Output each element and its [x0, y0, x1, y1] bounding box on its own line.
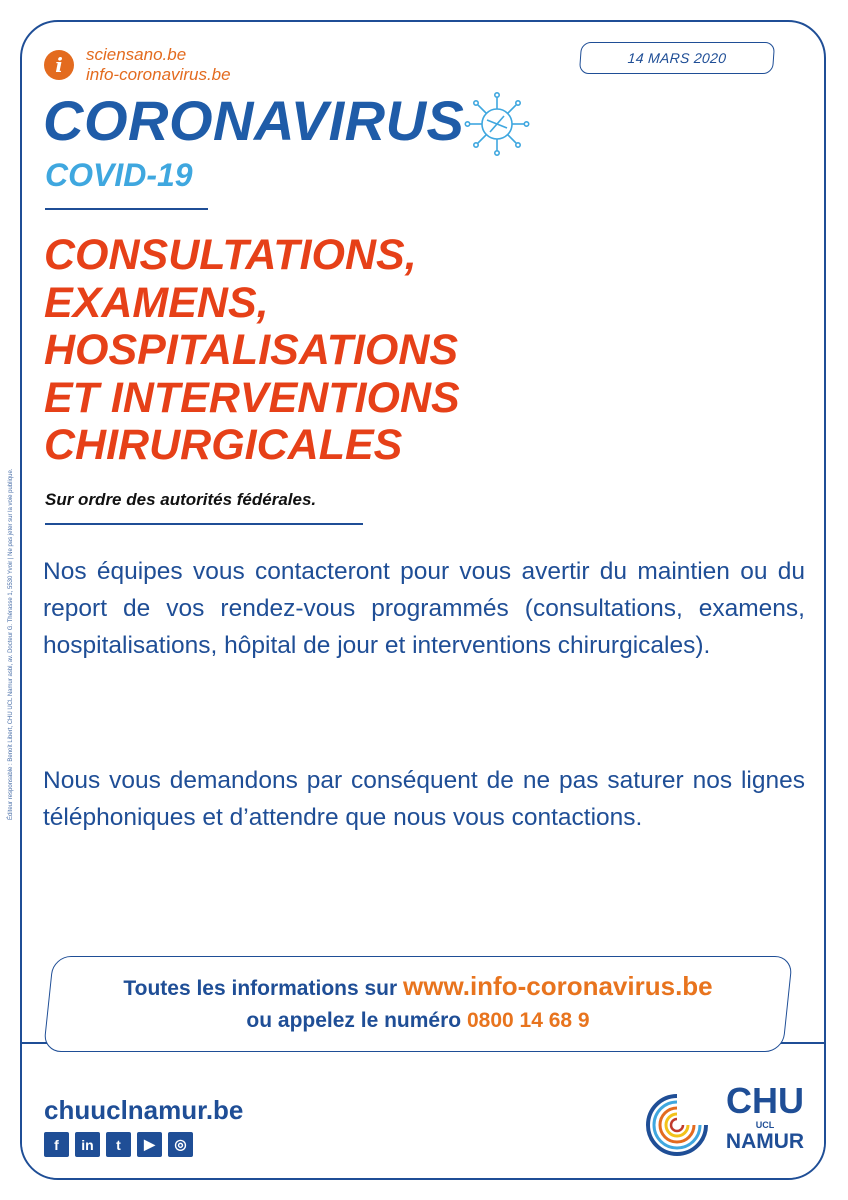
headline-line: ET INTERVENTIONS	[44, 373, 460, 422]
logo-chu: CHU	[726, 1080, 804, 1121]
facebook-icon[interactable]: f	[44, 1132, 69, 1157]
publisher-note: Éditeur responsable : Benoît Libert, CHU UCL Namur asbl, av. Docteur G. Thérasse 1, 5530 Yvoir | Ne pas jeter sur la voie publique.	[8, 468, 14, 820]
info-icon: i	[44, 50, 74, 80]
link-sciensano[interactable]: sciensano.be	[86, 45, 187, 64]
divider	[45, 523, 363, 525]
link-info-coronavirus[interactable]: info-coronavirus.be	[86, 65, 231, 84]
divider	[45, 208, 208, 210]
headline	[44, 232, 460, 470]
phone-number[interactable]: 0800 14 68 9	[466, 1009, 590, 1032]
headline-line: EXAMENS,	[44, 278, 269, 327]
header-links	[86, 45, 231, 85]
chu-logo-text	[722, 1082, 808, 1154]
date-badge	[579, 42, 775, 74]
info-website-link[interactable]: www.info-coronavirus.be	[403, 971, 713, 1001]
title-covid: COVID-19	[45, 157, 193, 193]
social-icons	[44, 1132, 193, 1157]
twitter-icon[interactable]: t	[106, 1132, 131, 1157]
virus-icon	[462, 92, 532, 156]
logo-ucl: UCL	[755, 1120, 775, 1130]
date-text: 14 MARS 2020	[627, 50, 727, 66]
phone-prefix: ou appelez le numéro	[246, 1009, 462, 1032]
chu-logo-mark-icon	[640, 1088, 714, 1162]
body-paragraph-1: Nos équipes vous contacteront pour vous avertir du maintien ou du report de vos rendez-vous programmés (consultations, examens, hospitalisations, hôpital de jour et interventions chirurgicales).	[43, 558, 805, 659]
info-prefix: Toutes les informations sur	[123, 977, 398, 1000]
headline-line: CONSULTATIONS,	[44, 231, 417, 279]
footer-website[interactable]: chuuclnamur.be	[44, 1095, 244, 1125]
title-coronavirus: CORONAVIRUS	[43, 89, 465, 152]
linkedin-icon[interactable]: in	[75, 1132, 100, 1157]
logo-namur: NAMUR	[725, 1130, 805, 1153]
body-paragraph-2: Nous vous demandons par conséquent de ne pas saturer nos lignes téléphoniques et d’attendre que nous vous contactions.	[43, 767, 805, 831]
headline-line: HOSPITALISATIONS	[44, 326, 459, 374]
chu-logo	[640, 1080, 810, 1160]
headline-line: CHIRURGICALES	[44, 421, 403, 469]
instagram-icon[interactable]: ◎	[168, 1132, 193, 1157]
headline-subtitle: Sur ordre des autorités fédérales.	[45, 490, 317, 509]
info-box-text	[48, 970, 788, 1037]
youtube-icon[interactable]: ▶	[137, 1132, 162, 1157]
